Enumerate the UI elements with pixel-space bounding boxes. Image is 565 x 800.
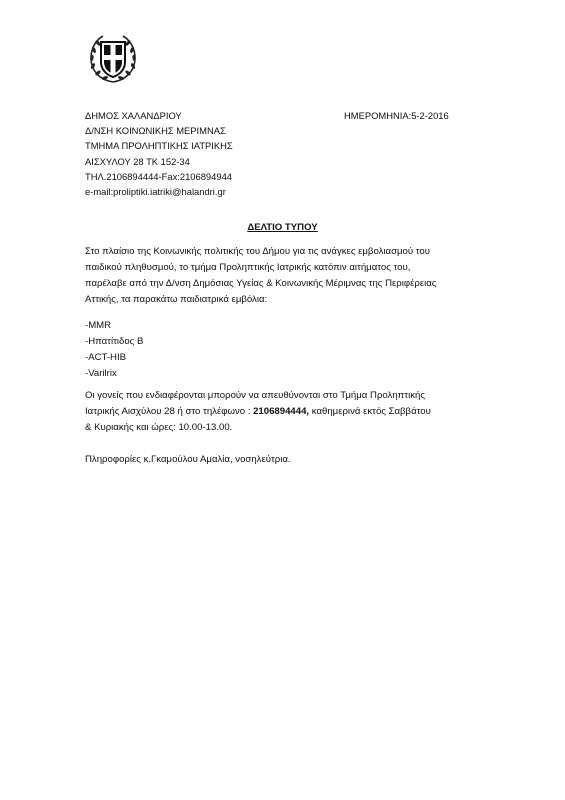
email-address: e-mail:proliptiki.iatriki@halandri.gr bbox=[85, 186, 226, 198]
vaccine-item-act-hib: -ACT-HIB bbox=[85, 352, 127, 363]
street-address: ΑΙΣΧΥΛΟΥ 28 ΤΚ 152-34 bbox=[85, 155, 190, 167]
greek-coat-of-arms-emblem bbox=[85, 30, 141, 86]
parents-paragraph bbox=[85, 388, 487, 436]
directorate-name: Δ/ΝΣΗ ΚΟΙΝΩΝΙΚΗΣ ΜΕΡΙΜΝΑΣ bbox=[85, 125, 226, 137]
press-release-body bbox=[85, 244, 487, 468]
vaccine-item-varilrix: -Varilrix bbox=[85, 368, 117, 379]
parents-line-2-prefix: Ιατρικής Αισχύλου 28 ή στο τηλέφωνο : bbox=[85, 406, 254, 417]
parents-line-2-suffix: καθημερινά εκτός Σαββάτου bbox=[309, 406, 431, 417]
vaccine-item-hepatitis-b: -Ηπατίτιδος Β bbox=[85, 336, 144, 347]
document-date: ΗΜΕΡΟΜΗΝΙΑ:5-2-2016 bbox=[344, 110, 449, 121]
intro-line-3: παρέλαβε από την Δ/νση Δημόσιας Υγείας & Κοινωνικής Μέριμνας της Περιφέρειας bbox=[85, 278, 437, 289]
intro-paragraph bbox=[85, 244, 487, 308]
parents-line-3: & Κυριακής και ώρες: 10.00-13.00. bbox=[85, 422, 233, 433]
contact-phone-number: 2106894444, bbox=[253, 406, 310, 417]
department-name: ΤΜΗΜΑ ΠΡΟΛΗΠΤΙΚΗΣ ΙΑΤΡΙΚΗΣ bbox=[85, 140, 233, 152]
parents-line-1: Οι γονείς που ενδιαφέρονται μπορούν να απευθύνονται στο Τμήμα Προληπτικής bbox=[85, 390, 425, 401]
intro-line-1: Στο πλαίσιο της Κοινωνικής πολιτικής του Δήμου για τις ανάγκες εμβολιασμού του bbox=[85, 246, 431, 257]
phone-fax: ΤΗΛ.2106894444-Fax:2106894944 bbox=[85, 170, 232, 182]
information-contact-line: Πληροφορίες κ.Γκαμούλου Αμαλία, νοσηλεύτρια. bbox=[85, 454, 291, 465]
intro-line-4: Αττικής, τα παρακάτω παιδιατρικά εμβόλια: bbox=[85, 294, 268, 305]
vaccine-item-mmr: -MMR bbox=[85, 320, 112, 331]
municipality-name: ΔΗΜΟΣ ΧΑΛΑΝΔΡΙΟΥ bbox=[85, 110, 182, 121]
document-title: ΔΕΛΤΙΟ ΤΥΠΟΥ bbox=[247, 222, 318, 233]
intro-line-2: παιδικού πληθυσμού, το τμήμα Προληπτικής Ιατρικής κατόπιν αιτήματος του, bbox=[85, 262, 411, 273]
